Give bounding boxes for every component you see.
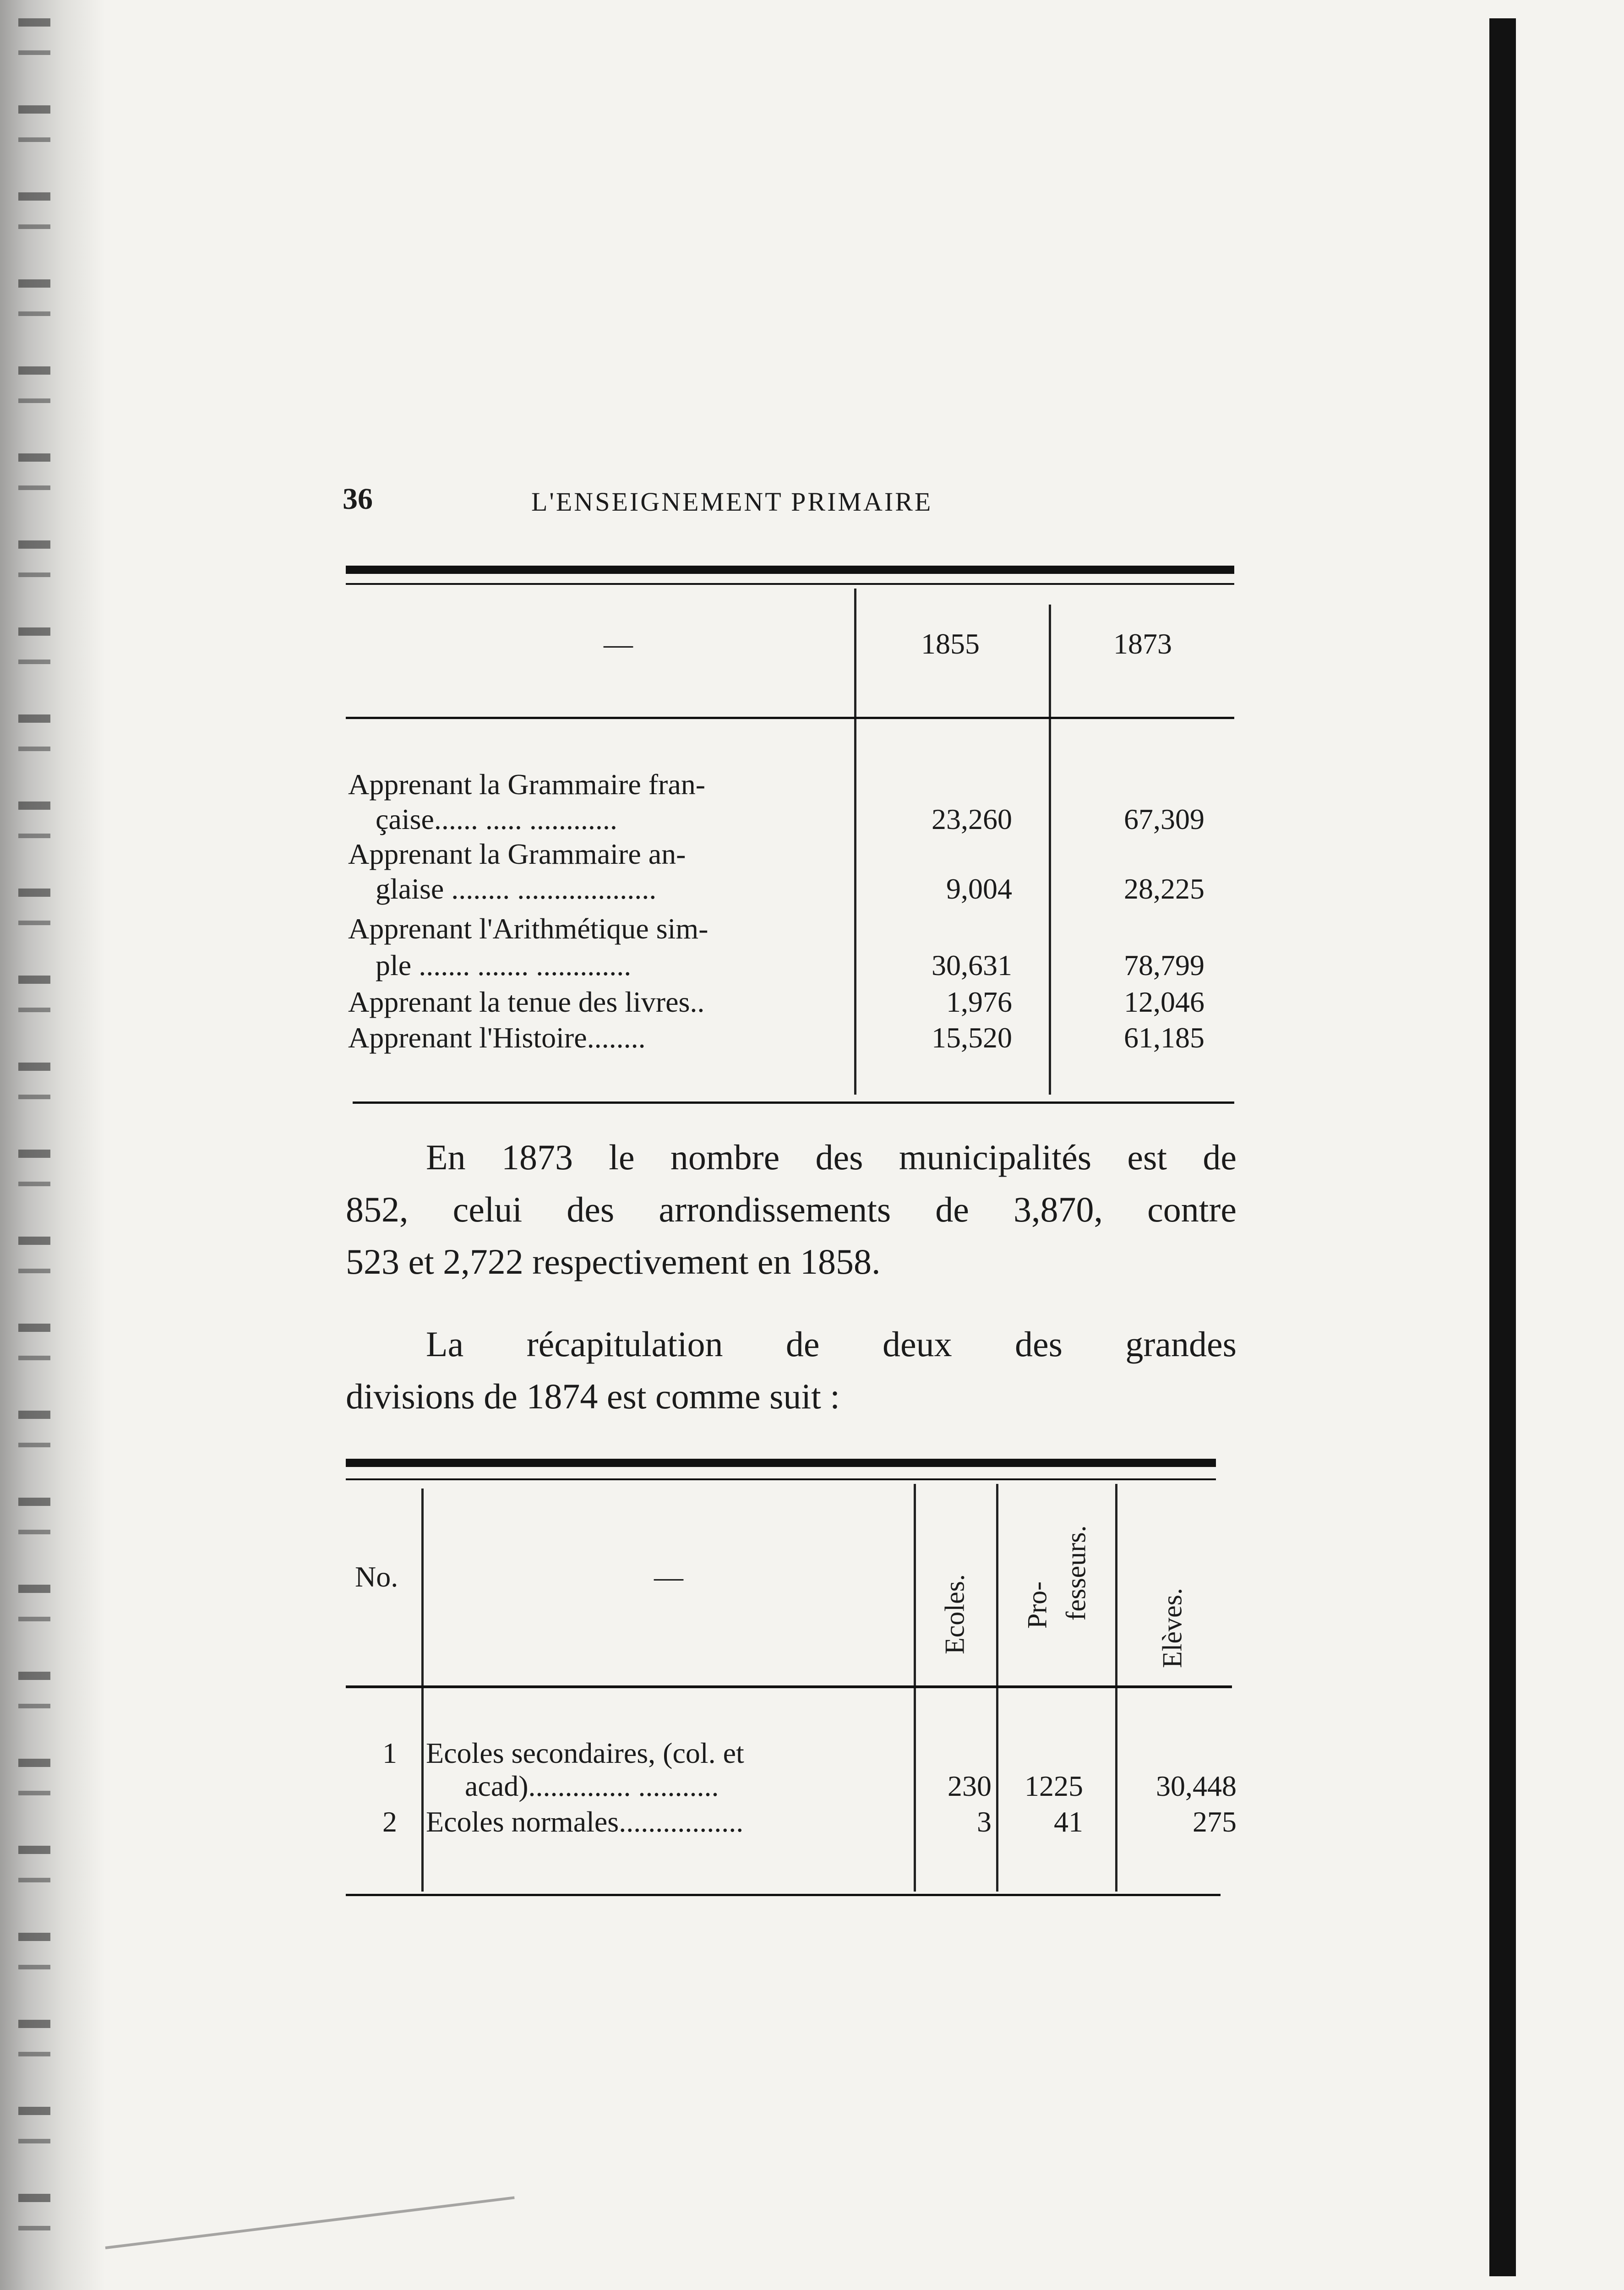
table-1-row-label: Apprenant la Grammaire fran- xyxy=(348,768,706,801)
table-1-cell-1873: 67,309 xyxy=(1124,803,1204,835)
table-1-cell-1855: 23,260 xyxy=(932,803,1012,835)
table-1-header-1873: 1873 xyxy=(1113,627,1172,660)
table-1-row-label: Apprenant la Grammaire an- xyxy=(348,838,686,870)
table-2-row-label: Ecoles secondaires, (col. et xyxy=(426,1737,744,1769)
table-2-row-no: 1 xyxy=(382,1737,397,1769)
paragraph-line: En 1873 le nombre des municipalités est de xyxy=(426,1137,1237,1177)
page-number: 36 xyxy=(343,482,373,516)
paragraph-line: 523 et 2,722 respectivement en 1858. xyxy=(346,1242,881,1281)
table-1-cell-1873: 78,799 xyxy=(1124,949,1204,981)
paragraph-line: 852, celui des arrondissements de 3,870, contre xyxy=(346,1189,1237,1229)
table-1-cell-1855: 30,631 xyxy=(932,949,1012,981)
table-1-top-thin-rule xyxy=(346,583,1234,585)
table-1-cell-1873: 28,225 xyxy=(1124,872,1204,905)
table-1-header-label: — xyxy=(604,627,633,660)
paragraph-line: divisions de 1874 est comme suit : xyxy=(346,1376,840,1416)
table-1-header-1855: 1855 xyxy=(921,627,980,660)
running-head: L'ENSEIGNEMENT PRIMAIRE xyxy=(531,487,933,517)
table-2-col-divider-no xyxy=(421,1488,424,1892)
table-1-row-label: Apprenant l'Histoire........ xyxy=(348,1021,646,1054)
table-1-row-label: ple ....... ....... ............. xyxy=(376,949,632,981)
table-2-cell-professeurs: 41 xyxy=(1054,1805,1083,1838)
table-1-cell-1855: 15,520 xyxy=(932,1021,1012,1054)
table-2-row-label: acad).............. ........... xyxy=(465,1770,719,1802)
table-2-cell-eleves: 30,448 xyxy=(1156,1770,1237,1802)
table-1-row-label: glaise ........ ................... xyxy=(376,872,657,905)
scan-right-edge-bar xyxy=(1489,18,1516,2276)
table-2-top-thick-rule xyxy=(346,1459,1216,1467)
table-2-cell-ecoles: 3 xyxy=(977,1805,992,1838)
table-1-row-label: çaise...... ..... ............ xyxy=(376,803,617,835)
table-1-cell-1873: 12,046 xyxy=(1124,986,1204,1018)
table-1-cell-1855: 9,004 xyxy=(946,872,1012,905)
table-2-header-professeurs-1: Pro- xyxy=(1022,1581,1052,1629)
table-2-cell-ecoles: 230 xyxy=(948,1770,992,1802)
paragraph-recapitulation xyxy=(346,1318,1237,1423)
table-1-bottom-rule xyxy=(353,1101,1234,1104)
table-2-header-ecoles: Ecoles. xyxy=(939,1574,970,1654)
scan-binding-marks xyxy=(18,18,50,2263)
paragraph-municipalities xyxy=(346,1131,1237,1288)
scan-fold-line xyxy=(105,2196,515,2249)
table-1-cell-1873: 61,185 xyxy=(1124,1021,1204,1054)
scan-left-edge xyxy=(0,0,105,2290)
table-1-top-thick-rule xyxy=(346,566,1234,574)
table-1-row-label: Apprenant l'Arithmétique sim- xyxy=(348,912,708,945)
table-1-col-divider-2 xyxy=(1049,605,1051,1095)
paragraph-line: La récapitulation de deux des grandes xyxy=(426,1324,1237,1364)
table-1-col-divider-1 xyxy=(854,589,856,1095)
table-2-header-rule xyxy=(346,1685,1232,1688)
table-2-row-label: Ecoles normales................. xyxy=(426,1805,744,1838)
table-2-header-no: No. xyxy=(355,1560,398,1593)
table-2-header-professeurs-2: fesseurs. xyxy=(1061,1525,1091,1621)
table-2-header-eleves: Elèves. xyxy=(1157,1588,1188,1668)
table-2-row-no: 2 xyxy=(382,1805,397,1838)
table-2-top-thin-rule xyxy=(346,1478,1216,1480)
table-1-row-label: Apprenant la tenue des livres.. xyxy=(348,986,705,1018)
table-2-header-dash: — xyxy=(654,1560,683,1593)
table-1-header-rule xyxy=(346,717,1234,719)
table-1-cell-1855: 1,976 xyxy=(946,986,1012,1018)
table-2-cell-professeurs: 1225 xyxy=(1025,1770,1083,1802)
table-2-cell-eleves: 275 xyxy=(1193,1805,1237,1838)
table-2-bottom-rule xyxy=(346,1894,1221,1896)
